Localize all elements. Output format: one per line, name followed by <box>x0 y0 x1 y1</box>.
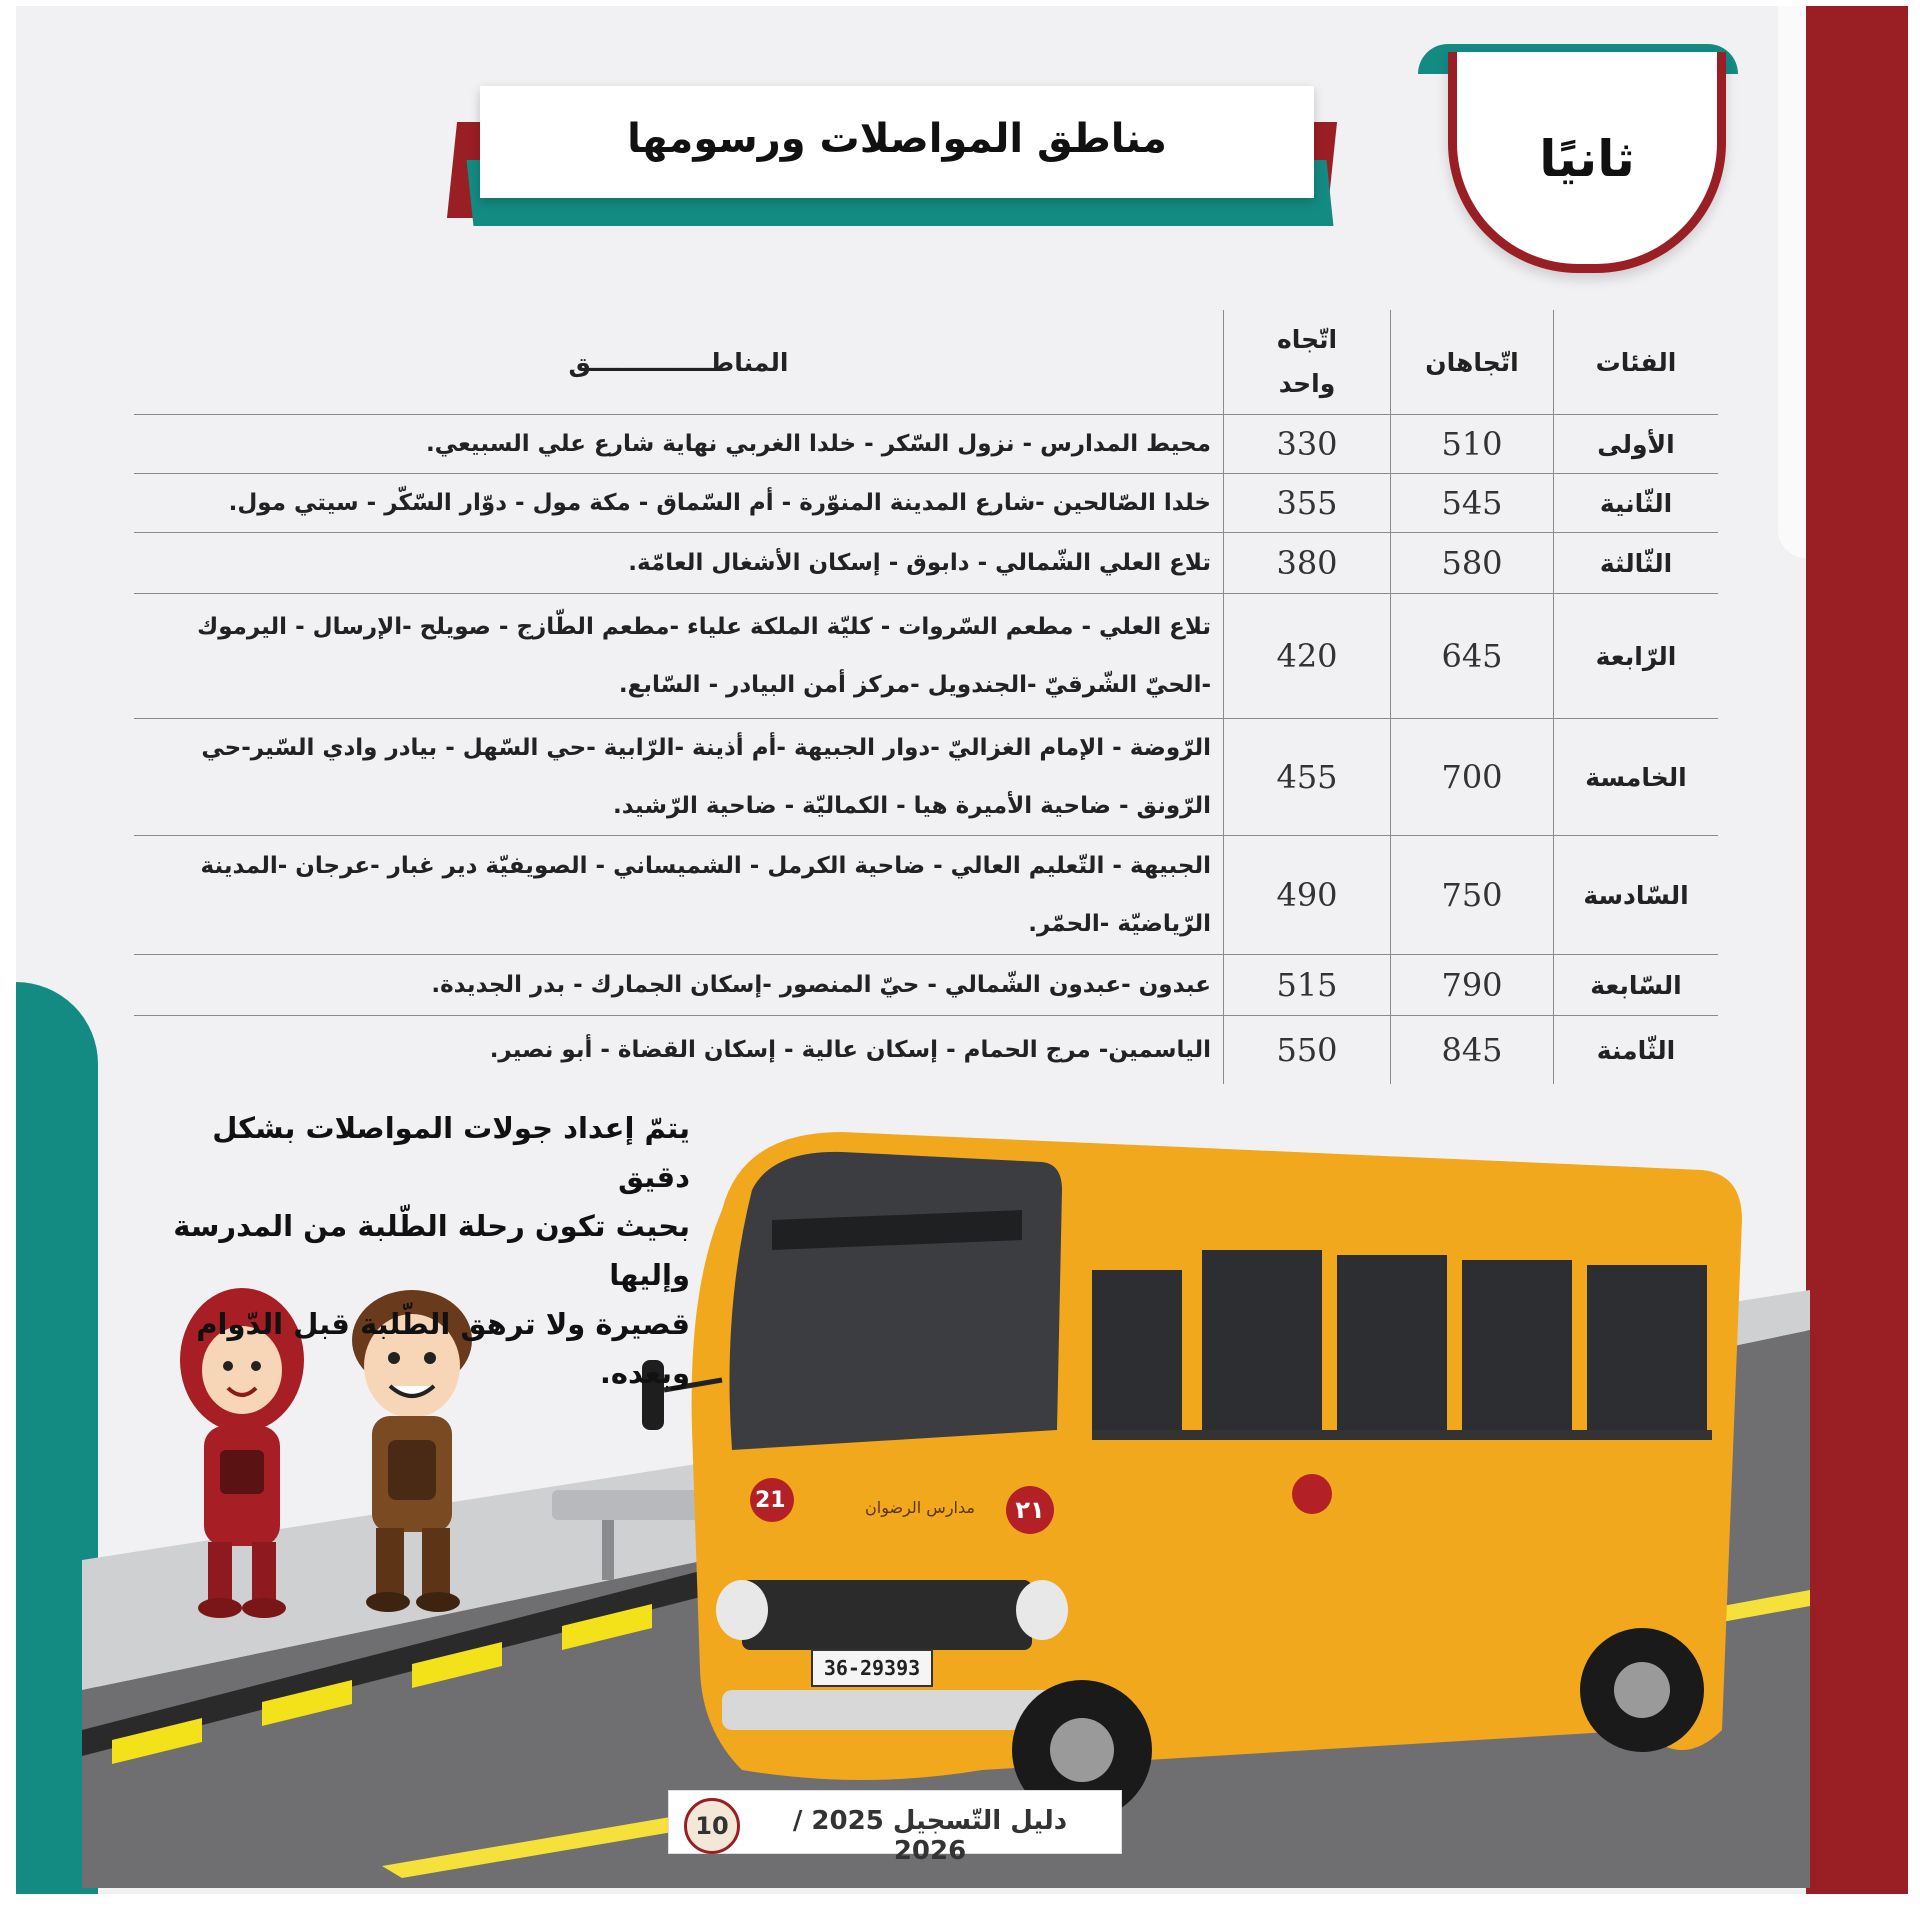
page-number: 10 <box>684 1798 740 1854</box>
bus-headlight <box>1016 1580 1068 1640</box>
transport-note <box>150 1104 690 1398</box>
table-row <box>134 594 1718 719</box>
cell-one-way: 550 <box>1224 1016 1391 1085</box>
bus-side-window <box>1092 1270 1182 1430</box>
cell-areas: خلدا الصّالحين -شارع المدينة المنوّرة - أم السّماق - مكة مول - دوّار السّكّر - سيتي مول. <box>134 474 1224 533</box>
cell-areas: الجبيهة - التّعليم العالي - ضاحية الكرمل - الشميساني - الصويفيّة دير غبار -عرجان -المدينة الرّياضيّة -الحمّر. <box>134 836 1224 955</box>
cell-one-way: 355 <box>1224 474 1391 533</box>
cell-one-way: 420 <box>1224 594 1391 719</box>
table-row <box>134 836 1718 955</box>
cell-areas: الرّوضة - الإمام الغزاليّ -دوار الجبيهة -أم أذينة -الرّابية -حي السّهل - بيادر وادي السّير-حي الرّونق - ضاحية الأميرة هيا - الكماليّة - ضاحية الرّشيد. <box>134 719 1224 836</box>
page-fold-decoration <box>1778 6 1806 558</box>
cell-areas: تلاع العلي - مطعم السّروات - كليّة الملكة علياء -مطعم الطّازج - صويلح -الإرسال - اليرموك -الحيّ الشّرقيّ -الجندويل -مركز أمن البيادر - السّابع. <box>134 594 1224 719</box>
cell-two-way: 545 <box>1391 474 1554 533</box>
cell-category: الأولى <box>1554 415 1719 474</box>
cell-two-way: 645 <box>1391 594 1554 719</box>
cell-one-way: 490 <box>1224 836 1391 955</box>
header-areas: المناطــــــــــــــق <box>134 310 1224 415</box>
cell-category: الخامسة <box>1554 719 1719 836</box>
cell-two-way: 700 <box>1391 719 1554 836</box>
bus-window-frame <box>1092 1430 1712 1440</box>
table-row <box>134 415 1718 474</box>
bus-side-window <box>1337 1255 1447 1430</box>
bus-side-window <box>1462 1260 1572 1430</box>
cell-category: الثّانية <box>1554 474 1719 533</box>
cell-areas: عبدون -عبدون الشّمالي - حيّ المنصور -إسكان الجمارك - بدر الجديدة. <box>134 955 1224 1016</box>
cell-category: الثّالثة <box>1554 533 1719 594</box>
header-two-way: اتّجاهان <box>1391 310 1554 415</box>
note-line: يتمّ إعداد جولات المواصلات بشكل دقيق <box>212 1111 690 1194</box>
cell-category: الثّامنة <box>1596 1035 1676 1065</box>
note-line: قصيرة ولا ترهق الطّلبة قبل الدّوام وبعده. <box>196 1307 690 1390</box>
guardrail <box>552 1490 702 1520</box>
bus-number-side: ٢١ <box>1015 1496 1045 1524</box>
bus-plate-text: 36-29393 <box>823 1656 921 1680</box>
cell-one-way: 455 <box>1224 719 1391 836</box>
cell-two-way: 580 <box>1391 533 1554 594</box>
bus-side-window <box>1587 1265 1707 1430</box>
table-row <box>134 719 1718 836</box>
bus-number-circle <box>1292 1474 1332 1514</box>
cell-two-way: 510 <box>1391 415 1554 474</box>
right-maroon-stripe <box>1806 6 1908 1894</box>
bus-headlight <box>716 1580 768 1640</box>
header-one-way-label: اتّجاه واحد <box>1276 325 1338 398</box>
bus <box>642 1132 1742 1820</box>
cell-one-way: 330 <box>1224 415 1391 474</box>
cell-areas: محيط المدارس - نزول السّكر - خلدا الغربي نهاية شارع علي السبيعي. <box>134 415 1224 474</box>
bus-side-window <box>1202 1250 1322 1430</box>
fees-table <box>134 310 1718 1084</box>
cell-one-way: 515 <box>1224 955 1391 1016</box>
cell-areas: تلاع العلي الشّمالي - دابوق - إسكان الأشغال العامّة. <box>134 533 1224 594</box>
cell-one-way: 380 <box>1224 533 1391 594</box>
table-row <box>134 1016 1718 1085</box>
bus-grille <box>742 1580 1032 1650</box>
note-line: بحيث تكون رحلة الطّلبة من المدرسة وإليها <box>173 1209 690 1292</box>
footer-text: دليل التّسجيل 2025 / 2026 <box>792 1806 1068 1866</box>
cell-two-way: 750 <box>1391 836 1554 955</box>
cell-two-way: 845 <box>1391 1016 1554 1085</box>
cell-areas: الياسمين- مرج الحمام - إسكان عالية - إسكان القضاة - أبو نصير. <box>134 1016 1224 1085</box>
cell-two-way: 790 <box>1391 955 1554 1016</box>
table-row <box>134 955 1718 1016</box>
section-badge-label: ثانيًا <box>1539 130 1635 188</box>
header-one-way <box>1224 310 1391 415</box>
bus-school-name: مدارس الرضوان <box>865 1498 975 1517</box>
cell-category: السّادسة <box>1554 836 1719 955</box>
table-header-row <box>134 310 1718 415</box>
header-category: الفئات <box>1554 310 1719 415</box>
table-row <box>134 474 1718 533</box>
bus-bumper <box>722 1690 1062 1730</box>
page-title: مناطق المواصلات ورسومها <box>627 116 1167 162</box>
bus-windshield <box>730 1152 1063 1450</box>
bus-number-front: 21 <box>755 1488 786 1513</box>
cell-category: السّابعة <box>1554 955 1719 1016</box>
cell-category: الرّابعة <box>1554 594 1719 719</box>
table-row <box>134 533 1718 594</box>
